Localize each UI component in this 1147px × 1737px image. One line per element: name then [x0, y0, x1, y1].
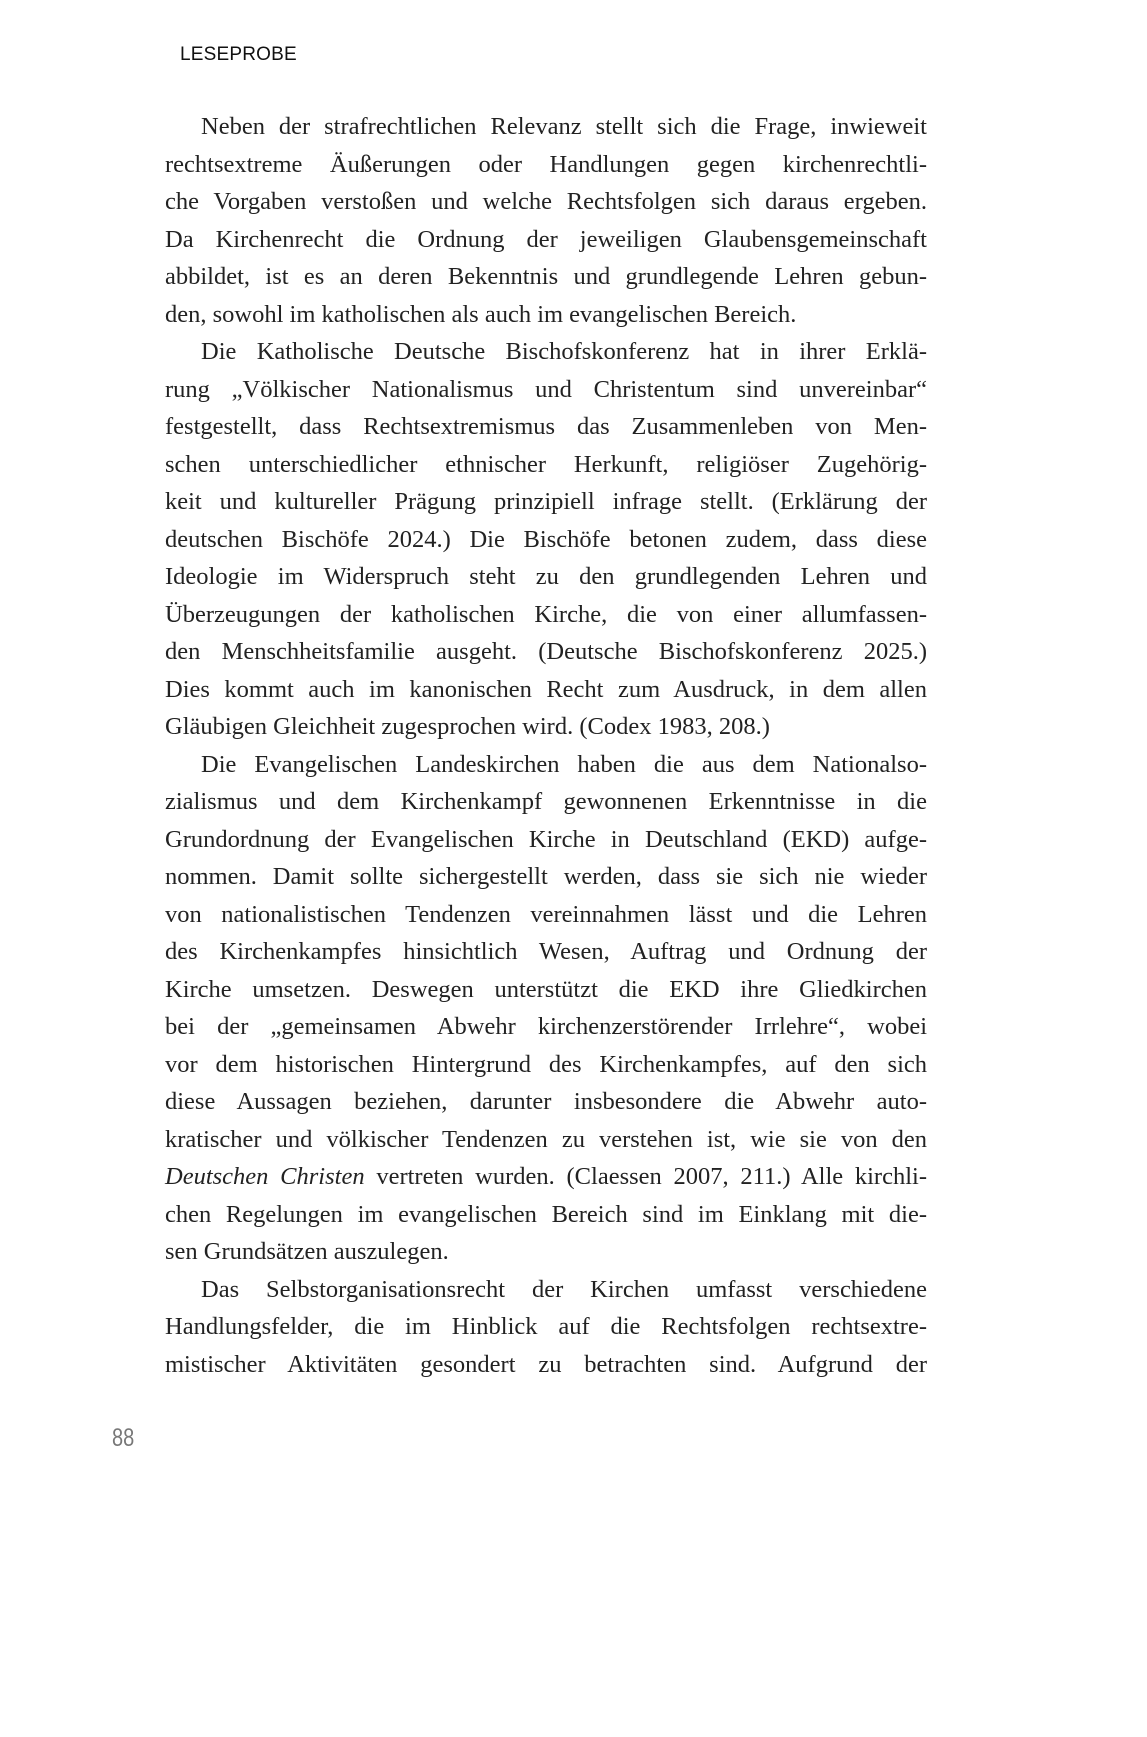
- text-line: abbildet, ist es an deren Bekenntnis und grundlegende Lehren gebun-: [165, 263, 927, 290]
- text-line: mistischer Aktivitäten gesondert zu betrachten sind. Aufgrund der: [165, 1350, 927, 1378]
- text-line: Gläubigen Gleichheit zugesprochen wird. (Codex 1983, 208.): [165, 713, 770, 740]
- text-line: Dies kommt auch im kanonischen Recht zum Ausdruck, in dem allen: [165, 675, 927, 703]
- text-line: festgestellt, dass Rechtsextremismus das Zusammenleben von Men-: [165, 413, 927, 440]
- text-line: deutschen Bischöfe 2024.) Die Bischöfe betonen zudem, dass diese: [165, 525, 927, 553]
- text-line: sen Grundsätzen auszulegen.: [165, 1238, 449, 1265]
- body-text: [165, 108, 927, 1383]
- paragraph-4: [165, 1271, 927, 1384]
- text-line: che Vorgaben verstoßen und welche Rechtsfolgen sich daraus ergeben.: [165, 188, 927, 215]
- text-line: Handlungsfelder, die im Hinblick auf die Rechtsfolgen rechtsextre-: [165, 1313, 927, 1340]
- text-line: diese Aussagen beziehen, darunter insbesondere die Abwehr auto-: [165, 1088, 927, 1115]
- text-line: von nationalistischen Tendenzen vereinnahmen lässt und die Lehren: [165, 900, 927, 928]
- text-line: vor dem historischen Hintergrund des Kirchenkampfes, auf den sich: [165, 1050, 927, 1078]
- text-line: keit und kultureller Prägung prinzipiell infrage stellt. (Erklärung der: [165, 488, 927, 515]
- text-line: bei der „gemeinsamen Abwehr kirchenzerstörender Irrlehre“, wobei: [165, 1013, 927, 1040]
- leseprobe-header: LESEPROBE: [180, 44, 297, 65]
- text-line: Das Selbstorganisationsrecht der Kirchen umfasst verschiedene: [201, 1275, 927, 1303]
- text-line: nommen. Damit sollte sichergestellt werden, dass sie sich nie wieder: [165, 863, 927, 890]
- text-line: kratischer und völkischer Tendenzen zu verstehen ist, wie sie von den: [165, 1125, 927, 1153]
- text-line: den Menschheitsfamilie ausgeht. (Deutsche Bischofskonferenz 2025.): [165, 638, 927, 665]
- text-line-with-italic: [165, 1158, 927, 1196]
- text-fragment: vertreten wurden. (Claessen 2007, 211.) Alle kirchli-: [364, 1163, 927, 1190]
- text-line: des Kirchenkampfes hinsichtlich Wesen, Auftrag und Ordnung der: [165, 938, 927, 965]
- text-line: Überzeugungen der katholischen Kirche, die von einer allumfassen-: [165, 600, 927, 628]
- text-line: den, sowohl im katholischen als auch im evangelischen Bereich.: [165, 300, 797, 328]
- paragraph-2: [165, 333, 927, 746]
- text-line: Kirche umsetzen. Deswegen unterstützt die EKD ihre Gliedkirchen: [165, 975, 927, 1003]
- text-line: Die Evangelischen Landeskirchen haben die aus dem Nationalso-: [201, 750, 927, 778]
- italic-term: Deutschen Christen: [165, 1163, 365, 1190]
- page-number: 88: [112, 1424, 135, 1452]
- text-line: Da Kirchenrecht die Ordnung der jeweiligen Glaubensgemeinschaft: [165, 225, 927, 253]
- text-line: rung „Völkischer Nationalismus und Christentum sind unvereinbar“: [165, 375, 927, 403]
- text-line: chen Regelungen im evangelischen Bereich sind im Einklang mit die-: [165, 1200, 927, 1228]
- text-line: zialismus und dem Kirchenkampf gewonnenen Erkenntnisse in die: [165, 788, 927, 815]
- text-line: Die Katholische Deutsche Bischofskonferenz hat in ihrer Erklä-: [201, 338, 927, 365]
- paragraph-1: [165, 108, 927, 333]
- text-line: Ideologie im Widerspruch steht zu den grundlegenden Lehren und: [165, 563, 927, 590]
- text-line: schen unterschiedlicher ethnischer Herkunft, religiöser Zugehörig-: [165, 450, 927, 478]
- text-line: Grundordnung der Evangelischen Kirche in Deutschland (EKD) aufge-: [165, 825, 927, 853]
- text-line: Neben der strafrechtlichen Relevanz stellt sich die Frage, inwieweit: [201, 113, 927, 140]
- text-line: rechtsextreme Äußerungen oder Handlungen gegen kirchenrechtli-: [165, 150, 927, 178]
- paragraph-3: [165, 746, 927, 1271]
